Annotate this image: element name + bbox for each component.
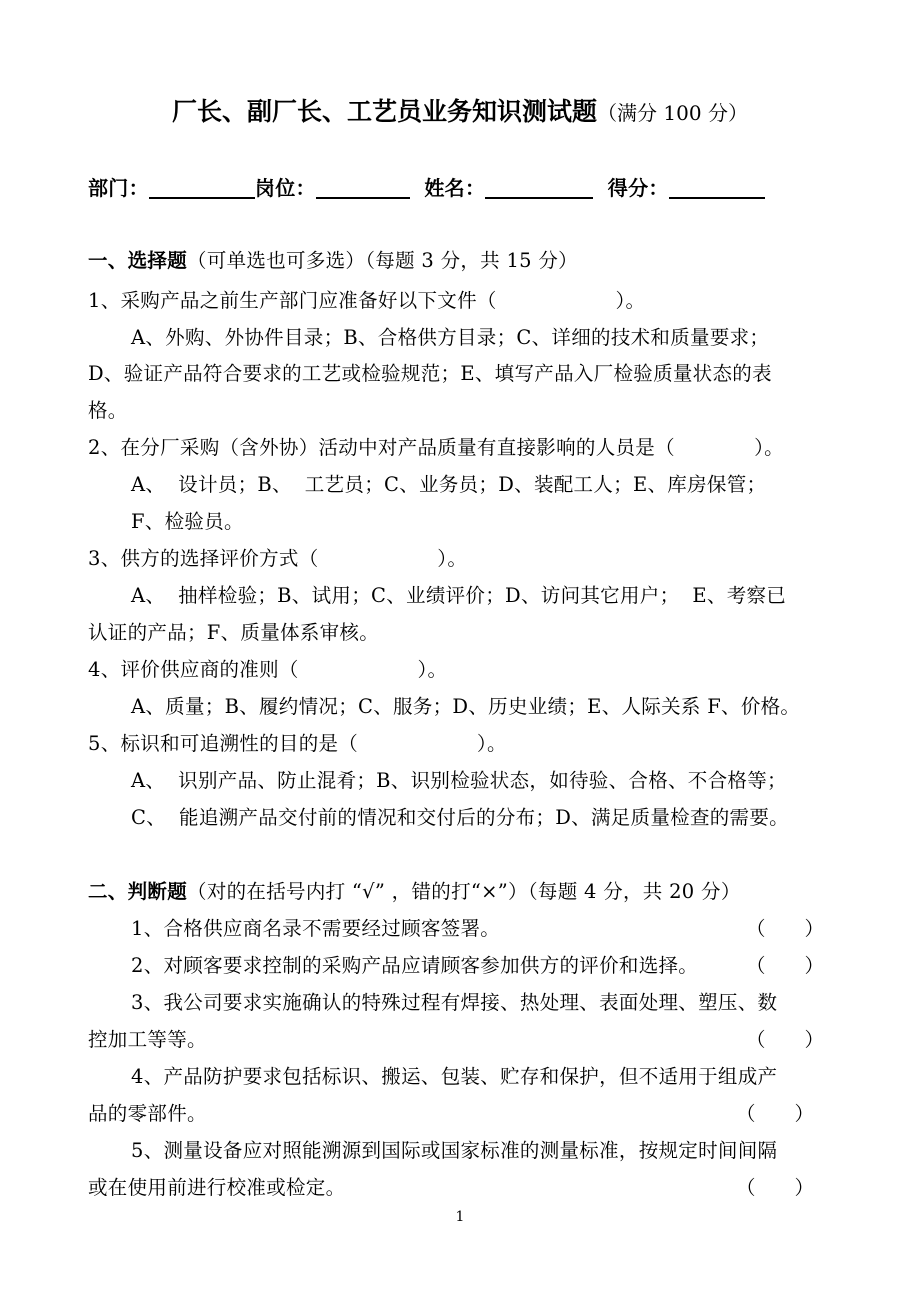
page-number: 1 <box>455 1209 465 1225</box>
section1-note: （可单选也可多选）（每题 3 分，共 15 分） <box>187 249 578 272</box>
s1-q2-line1: A、 设计员；B、 工艺员；C、业务员；D、装配工人；E、库房保管； <box>131 473 767 496</box>
score-blank[interactable] <box>669 175 765 199</box>
s1-q3-stem: 3、供方的选择评价方式（ ）。 <box>88 547 468 570</box>
s1-q1-line1: A、外购、外协件目录；B、合格供方目录；C、详细的技术和质量要求； <box>131 326 770 349</box>
s2-q1-line1: 1、合格供应商名录不需要经过顾客签署。 <box>131 917 501 940</box>
s2-q4-answer[interactable]: （ ） <box>736 1102 815 1125</box>
section1-heading: 一、选择题 <box>88 249 188 272</box>
name-label: 姓名： <box>424 176 486 200</box>
s2-q5-answer[interactable]: （ ） <box>736 1176 815 1199</box>
s1-q3-line1: A、 抽样检验；B、试用；C、业绩评价；D、访问其它用户； E、考察已 <box>131 584 787 607</box>
s1-q5-line2: C、 能追溯产品交付前的情况和交付后的分布；D、满足质量检查的需要。 <box>131 806 789 829</box>
section2-heading-row <box>88 876 741 904</box>
post-blank[interactable] <box>316 175 410 199</box>
section1-heading-row <box>88 245 578 273</box>
s1-q1-line2: D、验证产品符合要求的工艺或检验规范；E、填写产品入厂检验质量状态的表 <box>88 362 772 385</box>
title-main: 厂长、副厂长、工艺员业务知识测试题 <box>172 97 598 126</box>
info-row <box>88 172 765 201</box>
s2-q3-line1: 3、我公司要求实施确认的特殊过程有焊接、热处理、表面处理、塑压、数 <box>131 991 778 1014</box>
s1-q4-line1: A、质量；B、履约情况；C、服务；D、历史业绩；E、人际关系 F、价格。 <box>131 695 801 718</box>
dept-label: 部门： <box>88 176 149 200</box>
s1-q2-line2: F、检验员。 <box>131 510 244 533</box>
s1-q3-line2: 认证的产品；F、质量体系审核。 <box>88 621 380 644</box>
s2-q2-answer[interactable]: （ ） <box>746 954 825 977</box>
s1-q2-stem: 2、在分厂采购（含外协）活动中对产品质量有直接影响的人员是（ ）。 <box>88 436 784 459</box>
s2-q4-line1: 4、产品防护要求包括标识、搬运、包装、贮存和保护，但不适用于组成产 <box>131 1065 778 1088</box>
section2-note: （对的在括号内打 “√” ，错的打“×”）（每题 4 分，共 20 分） <box>187 880 741 903</box>
s1-q4-stem: 4、评价供应商的准则（ ）。 <box>88 658 448 681</box>
section2-heading: 二、判断题 <box>88 880 188 903</box>
s2-q5-line1: 5、测量设备应对照能溯源到国际或国家标准的测量标准，按规定时间间隔 <box>131 1139 778 1162</box>
s2-q4-line2: 品的零部件。 <box>88 1102 207 1125</box>
title-subtitle: （满分 100 分） <box>597 101 748 125</box>
s1-q5-line1: A、 识别产品、防止混肴；B、识别检验状态，如待验、合格、不合格等； <box>131 769 787 792</box>
post-label: 岗位： <box>254 176 316 200</box>
s2-q1-answer[interactable]: （ ） <box>746 917 825 940</box>
s2-q5-line2: 或在使用前进行校准或检定。 <box>88 1176 346 1199</box>
s2-q3-line2: 控加工等等。 <box>88 1028 207 1051</box>
dept-blank[interactable] <box>149 175 255 199</box>
s1-q5-stem: 5、标识和可追溯性的目的是（ ）。 <box>88 732 507 755</box>
s1-q1-stem: 1、采购产品之前生产部门应准备好以下文件（ ）。 <box>88 289 646 312</box>
name-blank[interactable] <box>485 175 593 199</box>
s2-q2-line1: 2、对顾客要求控制的采购产品应请顾客参加供方的评价和选择。 <box>131 954 699 977</box>
page-title <box>0 92 920 128</box>
s1-q1-line3: 格。 <box>88 399 128 422</box>
score-label: 得分： <box>607 176 669 200</box>
s2-q3-answer[interactable]: （ ） <box>746 1028 825 1051</box>
